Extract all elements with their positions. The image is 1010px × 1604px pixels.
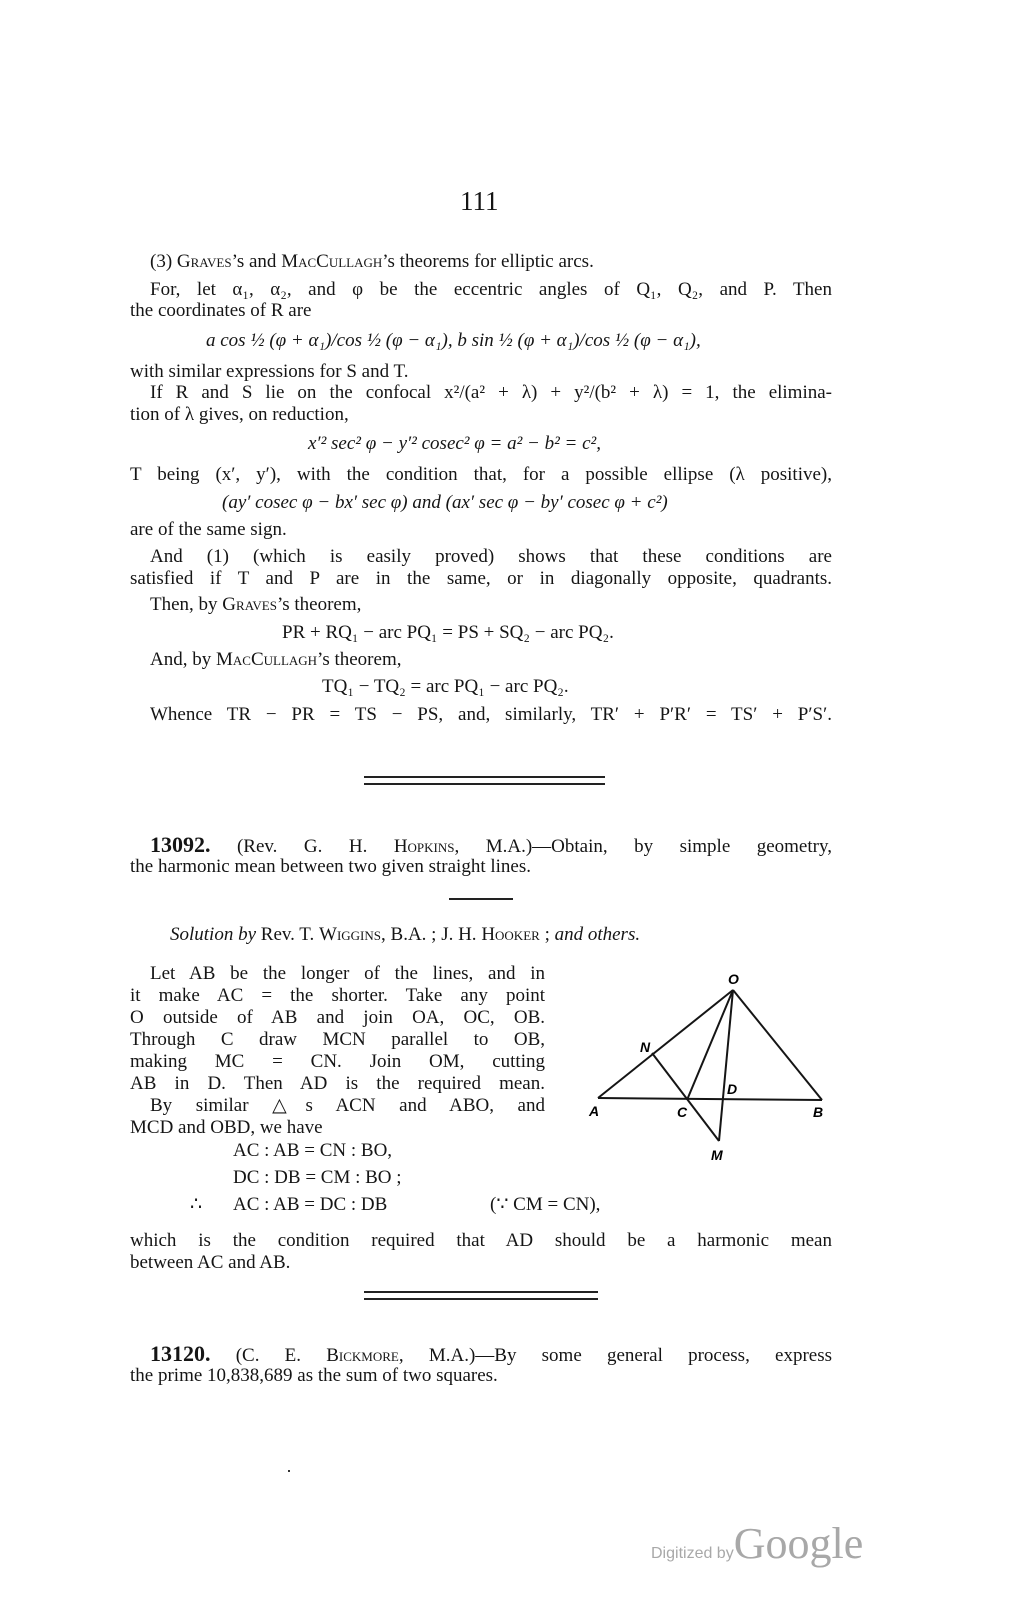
text: And, by	[150, 649, 216, 670]
formula: a cos ½ (φ + α₁)/cos ½ (φ − α₁), b sin ½ (φ + α₁)/cos ½ (φ − α₁),	[206, 330, 701, 351]
text-line: between AC and AB.	[130, 1252, 291, 1273]
label-a: A	[589, 1103, 600, 1119]
formula: x′² sec² φ − y′² cosec² φ = a² − b² = c²,	[308, 433, 601, 454]
text-line: AB in D. Then AD is the required mean.	[130, 1073, 545, 1094]
author-name: Graves	[222, 594, 277, 615]
text-line: the coordinates of R are	[130, 300, 312, 321]
text: ’s and	[231, 251, 282, 272]
author-name: Wiggins	[319, 924, 382, 945]
author-name: Hopkins	[393, 836, 455, 857]
text-line: the harmonic mean between two given straight lines.	[130, 856, 531, 877]
text-line: with similar expressions for S and T.	[130, 361, 409, 382]
text: (Rev. G. H.	[236, 836, 394, 857]
text: , B.A. ; J. H.	[381, 924, 482, 945]
text-line: which is the condition required that AD should be a harmonic mean	[130, 1230, 832, 1251]
text: Solution by	[170, 924, 257, 945]
formula: (ay′ cosec φ − bx′ sec φ) and (ax′ sec φ − by′ cosec φ + c²)	[222, 492, 668, 513]
author-name: MacCullagh	[281, 251, 383, 272]
question-heading	[150, 1343, 832, 1367]
text-line: T being (x′, y′), with the condition that, for a possible ellipse (λ positive),	[130, 464, 832, 485]
page-number: 111	[460, 186, 499, 216]
speck	[288, 1470, 290, 1472]
label-c: C	[677, 1104, 688, 1120]
text-line: If R and S lie on the confocal x²/(a² + λ) + y²/(b² + λ) = 1, the elimina-	[150, 382, 832, 403]
text: ’s theorems for elliptic arcs.	[382, 251, 594, 272]
text-line: are of the same sign.	[130, 519, 287, 540]
text: ’s theorem,	[276, 594, 362, 615]
equation: DC : DB = CM : BO ;	[233, 1167, 402, 1188]
text: ;	[539, 924, 555, 945]
question-number: 13120.	[150, 1341, 211, 1366]
text-line: making MC = CN. Join OM, cutting	[130, 1051, 545, 1072]
google-logo: Google	[733, 1519, 864, 1568]
text: and others.	[554, 924, 641, 945]
line-ob	[733, 990, 822, 1100]
text-line: For, let α₁, α₂, and φ be the eccentric angles of Q₁, Q₂, and P. Then	[150, 279, 832, 300]
text: , M.A.)—By some general process, express	[398, 1345, 833, 1366]
text-line: O outside of AB and join OA, OC, OB.	[130, 1007, 545, 1028]
label-d: D	[727, 1081, 738, 1097]
therefore-symbol: ∴	[190, 1194, 203, 1215]
google-watermark	[651, 1518, 863, 1569]
text: , M.A.)—Obtain, by simple geometry,	[454, 836, 832, 857]
text: (C. E.	[235, 1345, 327, 1366]
line-om	[719, 990, 733, 1141]
text: Then, by	[150, 594, 223, 615]
equation-note: (∵ CM = CN),	[490, 1194, 601, 1215]
text-line: And (1) (which is easily proved) shows that these conditions are	[150, 546, 832, 567]
text-line: Whence TR − PR = TS − PS, and, similarly, TR′ + P′R′ = TS′ + P′S′.	[150, 704, 832, 725]
label-b: B	[813, 1104, 824, 1120]
text-line: Through C draw MCN parallel to OB,	[130, 1029, 545, 1050]
author-name: Graves	[176, 251, 232, 272]
author-name: Hooker	[481, 924, 540, 945]
text-line: satisfied if T and P are in the same, or in diagonally opposite, quadrants.	[130, 568, 832, 589]
text: ’s theorem,	[317, 649, 402, 670]
formula: TQ₁ − TQ₂ = arc PQ₁ − arc PQ₂.	[322, 676, 569, 697]
text-line: MCD and OBD, we have	[130, 1117, 323, 1138]
author-name: Bickmore	[326, 1345, 399, 1366]
section-divider	[364, 1291, 598, 1300]
equation: AC : AB = DC : DB	[233, 1194, 388, 1215]
text: Rev. T.	[256, 924, 320, 945]
author-name: MacCullagh	[215, 649, 318, 670]
label-m: M	[711, 1147, 723, 1163]
formula: PR + RQ₁ − arc PQ₁ = PS + SQ₂ − arc PQ₂.	[282, 622, 614, 643]
watermark-prefix: Digitized by	[651, 1545, 734, 1562]
text: (3)	[150, 251, 177, 272]
equation: AC : AB = CN : BO,	[233, 1140, 393, 1161]
text-line: the prime 10,838,689 as the sum of two squares.	[130, 1365, 498, 1386]
text-line: it make AC = the shorter. Take any point	[130, 985, 545, 1006]
line-oa	[598, 990, 733, 1098]
label-n: N	[640, 1039, 651, 1055]
text-line: tion of λ gives, on reduction,	[130, 404, 349, 425]
line-ab	[598, 1098, 822, 1100]
text-line: By similar △s ACN and ABO, and	[150, 1095, 545, 1116]
label-o: O	[728, 971, 739, 987]
text-line: Let AB be the longer of the lines, and in	[150, 963, 545, 984]
line-mcn	[652, 1053, 719, 1141]
question-number: 13092.	[150, 832, 211, 857]
